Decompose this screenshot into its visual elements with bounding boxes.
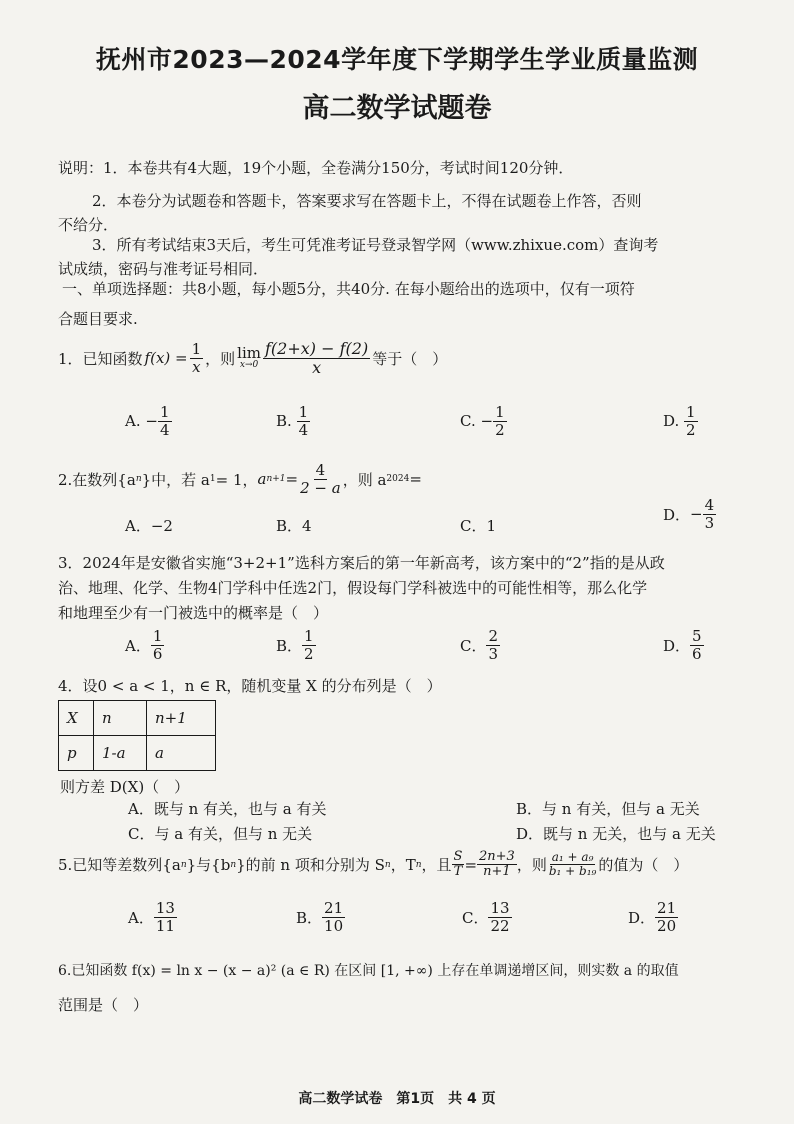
q5-ratio-3: $\frac{\text{a₁ + a₉}}{\text{b₁ + b₁₉}}$ xyxy=(548,850,597,879)
q2-option-d: D． − $\frac{4}{3}$ xyxy=(663,496,715,532)
q6-line-b: 范围是（ ） xyxy=(58,996,149,1014)
exam-subtitle: 高二数学试题卷 xyxy=(302,93,492,124)
q5-option-d: D． $\frac{21}{20}$ xyxy=(628,899,677,935)
q1-limit: lim x→0 xyxy=(237,344,261,371)
question-2: 2.在数列{a n }中，若 a 1 = 1， a n+1 = $\frac{4}{2 - a}$ ，则 a 2024 = xyxy=(58,461,422,497)
q5-option-a: A． $\frac{13}{11}$ xyxy=(128,899,175,935)
exam-title: 抚州市2023—2024学年度下学期学生学业质量监测 xyxy=(95,45,699,74)
q6-line-a: 6.已知函数 f(x) = ln x − (x − a)² (a ∈ R) 在区间 [1, +∞) 上存在单调递增区间，则实数 a 的取值 xyxy=(58,963,679,979)
q4-option-a: A．既与 n 有关，也与 a 有关 xyxy=(128,800,327,818)
q1-option-c: C. − $\frac{1}{2}$ xyxy=(460,403,505,439)
q3-line-c: 和地理至少有一门被选中的概率是（ ） xyxy=(58,604,329,622)
q2-option-c: C．1 xyxy=(460,517,497,535)
question-5: 5.已知等差数列{a n }与{b n }的前 n 项和分别为 S n ，T n ，且 $\frac{S}{T}$ = $\frac{2n+3}{n+1}$ ，则 $\frac{\text{a₁ + a₉}}{\text{b₁ + b₁₉}}$ 的值为（ ） xyxy=(58,849,689,880)
table-cell: n xyxy=(94,701,147,736)
q2-fraction: $\frac{4}{2 - a}$ xyxy=(300,461,341,497)
distribution-table xyxy=(58,700,216,771)
instruction-line-3a: 3．所有考试结束3天后，考生可凭准考证号登录智学网（www.zhixue.com）查询考 xyxy=(92,236,659,254)
q4-option-b: B．与 n 有关，但与 a 无关 xyxy=(516,800,700,818)
q2-option-a: A．−2 xyxy=(125,517,173,535)
q5-option-c: C． $\frac{13}{22}$ xyxy=(462,899,510,935)
q4-option-c: C．与 a 有关，但与 n 无关 xyxy=(128,825,313,843)
table-cell: p xyxy=(59,736,94,771)
q1-option-a: A. − $\frac{1}{4}$ xyxy=(125,403,170,439)
question-1 xyxy=(58,340,447,376)
q3-option-d: D． $\frac{5}{6}$ xyxy=(663,627,702,663)
q3-line-a: 3．2024年是安徽省实施“3+2+1”选科方案后的第一年新高考，该方案中的“2”指的是从政 xyxy=(58,554,665,572)
q2-option-b: B．4 xyxy=(276,517,312,535)
table-cell: n+1 xyxy=(147,701,216,736)
q5-option-b: B． $\frac{21}{10}$ xyxy=(296,899,344,935)
table-cell: X xyxy=(59,701,94,736)
q4-option-d: D．既与 n 无关，也与 a 无关 xyxy=(516,825,716,843)
q1-prefix: 1．已知函数 xyxy=(58,349,143,368)
q1-limit-fraction: $\frac{f(2+x) - f(2)}{x}$ xyxy=(265,339,369,377)
table-cell: a xyxy=(147,736,216,771)
table-row xyxy=(59,736,216,771)
instruction-line-1: 说明：1．本卷共有4大题，19个小题，全卷满分150分，考试时间120分钟． xyxy=(58,159,574,177)
q1-option-d: D. $\frac{1}{2}$ xyxy=(663,403,696,439)
section-heading-a: 一、单项选择题：共8小题，每小题5分，共40分. 在每小题给出的选项中，仅有一项符 xyxy=(62,280,635,298)
table-cell: 1-a xyxy=(94,736,147,771)
instruction-line-2a: 2．本卷分为试题卷和答题卡，答案要求写在答题卡上，不得在试题卷上作答，否则 xyxy=(92,192,642,210)
q1-option-b: B. $\frac{1}{4}$ xyxy=(276,403,309,439)
q1-mid: ，则 xyxy=(205,349,236,368)
q5-ratio-1: $\frac{S}{T}$ xyxy=(453,849,463,880)
q5-ratio-2: $\frac{2n+3}{n+1}$ xyxy=(479,849,515,880)
instruction-line-2b: 不给分． xyxy=(58,216,119,234)
q4-line: 4．设0 < a < 1，n ∈ R，随机变量 X 的分布列是（ ） xyxy=(58,677,442,695)
q3-option-c: C． $\frac{2}{3}$ xyxy=(460,627,499,663)
section-heading-b: 合题目要求. xyxy=(58,310,138,328)
q4-ask: 则方差 D(X)（ ） xyxy=(60,778,190,796)
instruction-line-3b: 试成绩，密码与准考证号相同． xyxy=(58,260,269,278)
q1-func: f(x) = xyxy=(144,349,188,368)
q1-suffix: 等于（ ） xyxy=(372,349,448,368)
page-footer: 高二数学试卷 第1页 共 4 页 xyxy=(298,1091,496,1107)
q3-option-b: B． $\frac{1}{2}$ xyxy=(276,627,314,663)
q3-line-b: 治、地理、化学、生物4门学科中任选2门，假设每门学科被选中的可能性相等，那么化学 xyxy=(58,579,648,597)
q3-option-a: A． $\frac{1}{6}$ xyxy=(125,627,163,663)
table-row xyxy=(59,701,216,736)
q1-func-fraction: $\frac{1}{x}$ xyxy=(191,340,202,376)
